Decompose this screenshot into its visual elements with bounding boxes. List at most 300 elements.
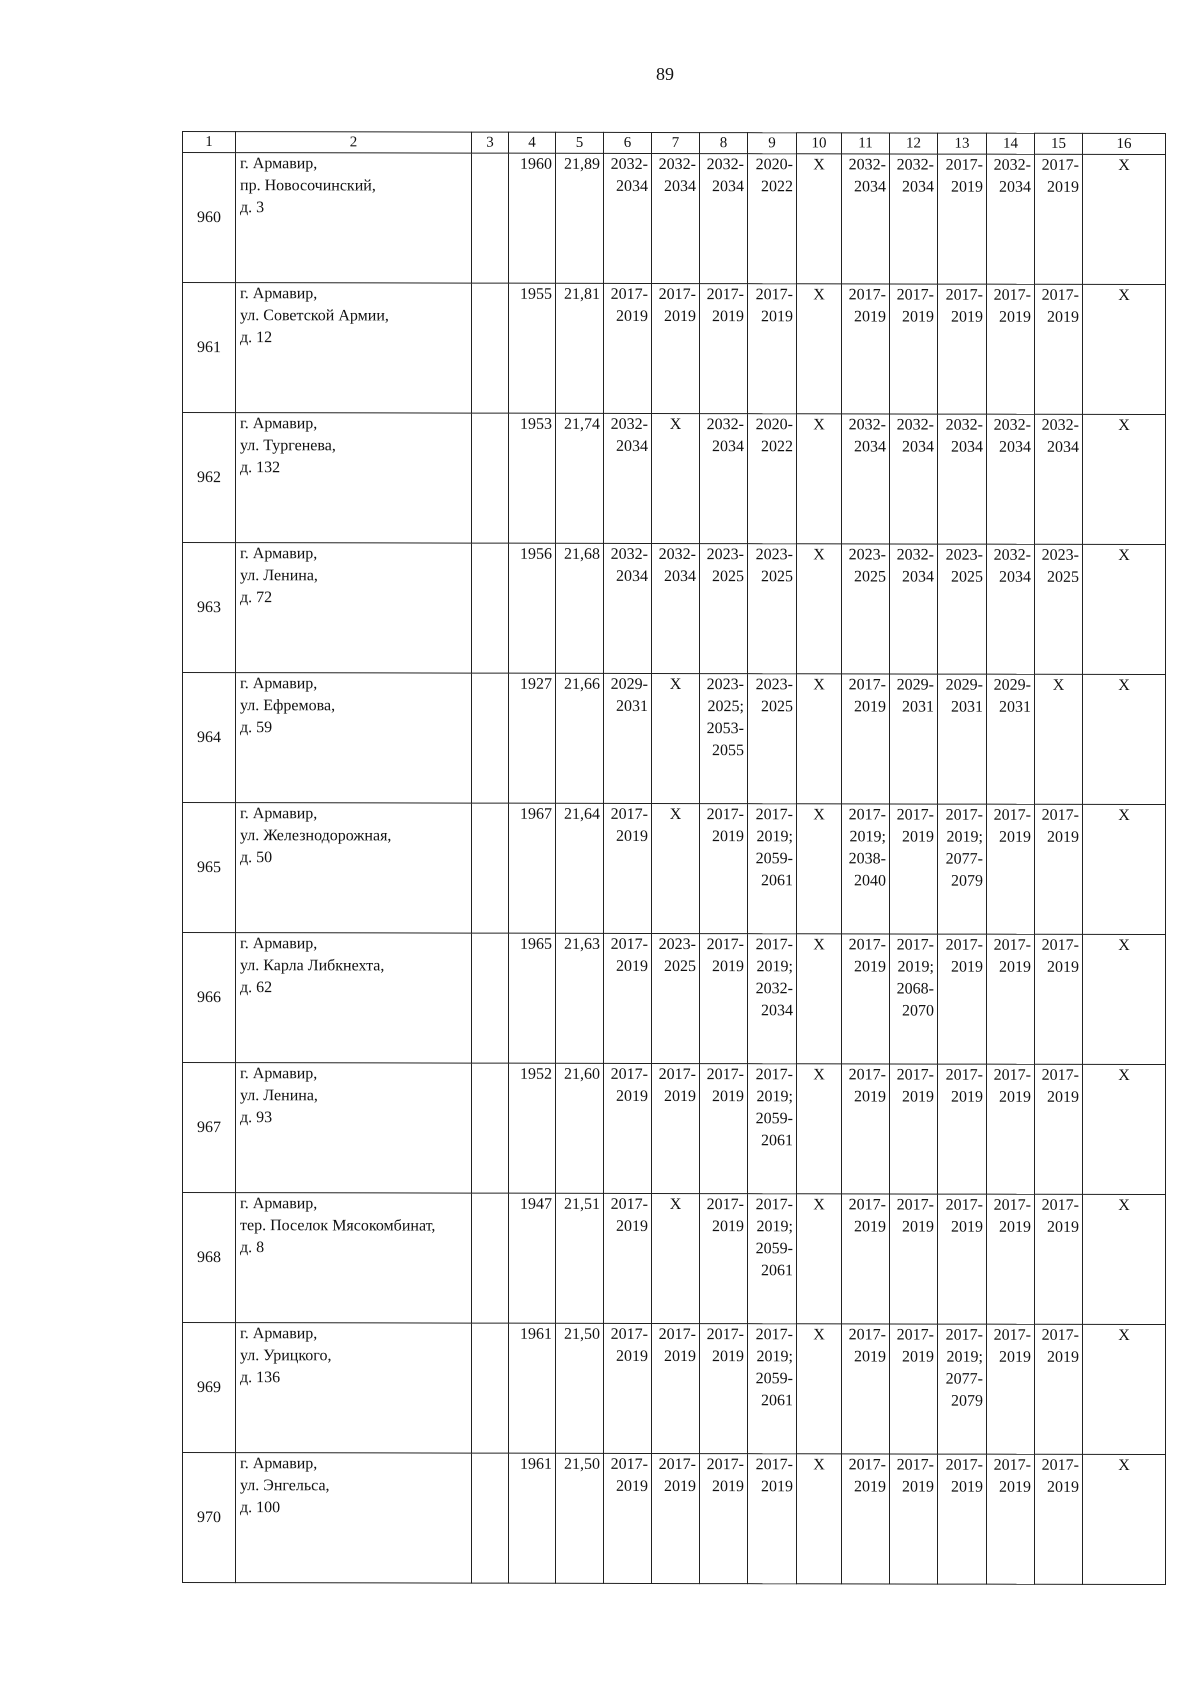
cell-line: 2061 [761,1132,793,1150]
period-cell-c9 [748,804,797,934]
period-cell-c10 [797,154,842,284]
cell-line: 2019 [854,308,886,326]
cell-line: 2032- [610,415,648,433]
value-cell: 21,51 [556,1193,604,1323]
cell-line: 2017- [945,286,983,304]
cell-line: 2017- [848,286,886,304]
cell-line: 2061 [761,872,793,890]
column-3-cell [472,543,509,673]
cell-line: Х [669,1196,682,1214]
cell-line: 2023- [658,935,696,954]
column-header: 7 [652,132,700,153]
cell-line: 2017- [945,806,983,824]
cell-line: 2031 [951,698,983,716]
period-cell-c14 [987,1194,1035,1324]
cell-line: Х [813,936,825,954]
cell-line: 2034 [761,1002,793,1020]
period-cell-c14 [987,934,1035,1064]
year-cell: 1956 [509,543,556,673]
cell-line: 2019; [849,828,886,846]
cell-line: 2023- [706,676,744,694]
cell-line: 2059- [755,850,793,868]
table-row [183,803,1166,935]
value-cell: 21,63 [556,933,604,1063]
cell-line: 2032- [993,546,1031,564]
year-cell: 1965 [509,933,556,1063]
cell-line: Х [1118,286,1130,304]
period-cell-c16 [1083,284,1166,414]
cell-line: 2019 [761,308,793,326]
cell-line: 2019 [999,1478,1031,1496]
period-cell-c8 [700,934,748,1064]
cell-line: 2017- [896,1196,934,1214]
column-header: 11 [842,133,890,154]
cell-line: 2032- [658,545,696,564]
cell-line: 2034 [616,177,648,195]
cell-line: 2017- [993,806,1031,824]
value-cell: 21,64 [556,803,604,933]
period-cell-c15 [1035,674,1083,804]
cell-line: 2025 [761,568,793,586]
period-cell-c6 [604,413,652,543]
cell-line: 2017- [1041,156,1079,174]
cell-line: д. 8 [240,1239,265,1257]
period-cell-c15 [1035,1454,1083,1584]
year-cell: 1955 [509,283,556,413]
cell-line: 2032- [896,156,934,174]
column-header: 14 [987,133,1035,154]
cell-line: 2017- [610,935,648,953]
period-cell-c13 [938,1194,987,1324]
table-row [183,283,1166,415]
cell-line: 2020- [755,156,793,174]
cell-line: Х [813,1066,825,1084]
cell-line: 2017- [1041,806,1079,824]
period-cell-c15 [1035,544,1083,674]
cell-line: 2017- [848,1066,886,1084]
cell-line: 2070 [902,1002,934,1020]
cell-line: Х [1118,1196,1130,1214]
cell-line: 2017- [896,1326,934,1344]
table-row [183,1453,1166,1585]
period-cell-c16 [1083,934,1166,1064]
period-cell-c11 [842,154,890,284]
cell-line: 2017- [1041,936,1079,954]
column-header: 8 [700,133,748,154]
cell-line: 2019 [616,1087,648,1105]
column-header: 9 [748,133,797,154]
column-header: 15 [1035,133,1083,154]
cell-line: 2077- [945,850,983,868]
cell-line: 2019; [756,828,793,846]
cell-line: 2034 [616,437,648,455]
cell-line: 2019 [712,1348,744,1366]
cell-line: 2017- [1041,1196,1079,1214]
column-header: 4 [509,132,556,153]
cell-line: 2034 [902,178,934,196]
period-cell-c6 [604,1193,652,1323]
cell-line: 2017- [945,936,983,954]
cell-line: 2017- [755,1066,793,1084]
column-3-cell [472,283,509,413]
cell-line: г. Армавир, [240,1325,318,1343]
cell-line: г. Армавир, [240,155,318,173]
table-row [183,933,1166,1065]
cell-line: Х [813,1326,825,1344]
period-cell-c7 [652,283,700,413]
period-cell-c6 [604,673,652,803]
period-cell-c8 [700,154,748,284]
cell-line: 2017- [706,806,744,824]
cell-line: 2019; [756,1088,793,1106]
period-cell-c9 [748,284,797,414]
cell-line: 2025 [761,698,793,716]
cell-line: 2032- [896,416,934,434]
cell-line: 2019 [951,1088,983,1106]
address-cell [236,283,472,413]
cell-line: 2019 [999,1088,1031,1106]
cell-line: 2017- [610,805,648,823]
period-cell-c12 [890,284,938,414]
period-cell-c6 [604,543,652,673]
cell-line: г. Армавир, [240,1065,318,1083]
cell-line: Х [1118,156,1130,174]
cell-line: 2017- [945,1196,983,1214]
period-cell-c16 [1083,674,1166,804]
period-cell-c8 [700,1194,748,1324]
cell-line: 2017- [1041,1066,1079,1084]
cell-line: 2019 [951,308,983,326]
cell-line: 2025 [951,568,983,586]
cell-line: 2019; [756,1218,793,1236]
cell-line: ул. Советской Армии, [240,307,389,325]
period-cell-c7 [652,153,700,283]
period-cell-c12 [890,154,938,284]
cell-line: 2017- [896,1066,934,1084]
column-header: 2 [236,132,472,153]
cell-line: 2017- [945,1066,983,1084]
cell-line: 2019 [664,308,696,326]
period-cell-c7 [652,1063,700,1193]
row-number: 960 [183,153,236,283]
cell-line: 2017- [755,286,793,304]
period-cell-c11 [842,414,890,544]
cell-line: 2019 [712,958,744,976]
row-number: 963 [183,543,236,673]
cell-line: 2059- [755,1240,793,1258]
housing-repair-schedule-table [182,131,1166,1585]
cell-line: 2022 [761,438,793,456]
period-cell-c13 [938,1454,987,1584]
cell-line: 2017- [848,1196,886,1214]
period-cell-c7 [652,673,700,803]
row-number: 966 [183,933,236,1063]
cell-line: Х [669,806,682,824]
cell-line: 2019 [854,698,886,716]
period-cell-c16 [1083,154,1166,284]
cell-line: 2019; [756,958,793,976]
cell-line: 2055 [712,742,744,760]
cell-line: Х [1118,806,1130,824]
row-number: 967 [183,1063,236,1193]
cell-line: г. Армавир, [240,675,318,693]
cell-line: д. 62 [240,979,273,997]
cell-line: 2019 [761,1478,793,1496]
cell-line: 2031 [999,698,1031,716]
cell-line: 2019 [712,308,744,326]
cell-line: 2019 [1047,308,1079,326]
address-cell [236,803,472,933]
cell-line: 2034 [664,178,696,196]
cell-line: г. Армавир, [240,1455,318,1473]
cell-line: 2019 [999,1218,1031,1236]
cell-line: 2019 [902,1478,934,1496]
period-cell-c11 [842,1324,890,1454]
address-cell [236,673,472,803]
cell-line: 2034 [951,438,983,456]
cell-line: д. 72 [240,589,273,607]
cell-line: 2017- [1041,286,1079,304]
cell-line: д. 132 [240,459,281,477]
cell-line: 2019 [854,1218,886,1236]
cell-line: 2032- [993,416,1031,434]
period-cell-c7 [652,933,700,1063]
period-cell-c10 [797,1324,842,1454]
period-cell-c16 [1083,804,1166,934]
period-cell-c14 [987,284,1035,414]
address-cell [236,1323,472,1453]
cell-line: г. Армавир, [240,415,318,433]
period-cell-c10 [797,1064,842,1194]
row-number: 965 [183,803,236,933]
cell-line: 2019 [664,1088,696,1106]
cell-line: 2017- [755,806,793,824]
period-cell-c14 [987,674,1035,804]
cell-line: 2017- [610,1325,648,1343]
cell-line: 2032- [993,156,1031,174]
cell-line: 2017- [658,1065,696,1084]
cell-line: 2019 [1047,1218,1079,1236]
period-cell-c9 [748,674,797,804]
cell-line: г. Армавир, [240,1195,318,1213]
row-number: 964 [183,673,236,803]
cell-line: 2032- [1041,416,1079,434]
period-cell-c13 [938,1064,987,1194]
year-cell: 1961 [509,1323,556,1453]
row-number: 968 [183,1193,236,1323]
period-cell-c16 [1083,1194,1166,1324]
table-row [183,153,1166,285]
cell-line: Х [813,416,825,434]
cell-line: Х [813,1456,825,1474]
cell-line: 2038- [848,850,886,868]
cell-line: Х [813,546,825,564]
period-cell-c16 [1083,1324,1166,1454]
cell-line: 2079 [951,1392,983,1410]
cell-line: 2017- [610,1455,648,1473]
period-cell-c10 [797,284,842,414]
cell-line: 2017- [706,1326,744,1344]
cell-line: 2017- [706,1456,744,1474]
value-cell: 21,81 [556,283,604,413]
value-cell: 21,50 [556,1453,604,1583]
cell-line: Х [1118,1066,1130,1084]
cell-line: 2017- [755,1456,793,1474]
table-row [183,1193,1166,1325]
cell-line: 2019 [712,1478,744,1496]
value-cell: 21,66 [556,673,604,803]
cell-line: 2053- [706,720,744,738]
cell-line: 2068- [896,980,934,998]
period-cell-c10 [797,544,842,674]
cell-line: 2029- [945,676,983,694]
cell-line: д. 136 [240,1369,281,1387]
cell-line: 2032- [848,156,886,174]
column-3-cell [472,1453,509,1583]
cell-line: 2017- [945,1326,983,1344]
period-cell-c11 [842,1064,890,1194]
period-cell-c7 [652,1323,700,1453]
cell-line: 2034 [902,438,934,456]
cell-line: 2019; [897,958,934,976]
period-cell-c9 [748,154,797,284]
column-3-cell [472,413,509,543]
cell-line: Х [1118,1326,1130,1344]
cell-line: 2032- [706,416,744,434]
period-cell-c10 [797,414,842,544]
cell-line: 2032- [610,545,648,563]
period-cell-c14 [987,1324,1035,1454]
period-cell-c9 [748,544,797,674]
period-cell-c16 [1083,414,1166,544]
period-cell-c12 [890,1324,938,1454]
row-number: 970 [183,1453,236,1583]
cell-line: 2019 [1047,828,1079,846]
year-cell: 1952 [509,1063,556,1193]
cell-line: 2020- [755,416,793,434]
cell-line: 2019 [616,1477,648,1495]
cell-line: 2019; [946,1348,983,1366]
address-cell [236,413,472,543]
cell-line: пр. Новосочинский, [240,177,376,195]
value-cell: 21,50 [556,1323,604,1453]
cell-line: 2023- [945,546,983,564]
cell-line: 2019 [664,1478,696,1496]
cell-line: 2019 [902,1218,934,1236]
table-row [183,413,1166,545]
cell-line: 2032- [706,156,744,174]
period-cell-c9 [748,1454,797,1584]
period-cell-c6 [604,1323,652,1453]
address-cell [236,1193,472,1323]
period-cell-c8 [700,1324,748,1454]
cell-line: 2034 [664,568,696,586]
cell-line: 2017- [993,1066,1031,1084]
row-number: 962 [183,413,236,543]
period-cell-c9 [748,1194,797,1324]
cell-line: 2017- [848,1456,886,1474]
cell-line: 2022 [761,178,793,196]
cell-line: Х [813,676,825,694]
column-3-cell [472,1193,509,1323]
period-cell-c12 [890,544,938,674]
period-cell-c14 [987,414,1035,544]
period-cell-c10 [797,1454,842,1584]
column-3-cell [472,673,509,803]
cell-line: ул. Ленина, [240,1087,318,1105]
cell-line: 2019 [854,1088,886,1106]
cell-line: 2032- [610,155,648,173]
cell-line: 2025 [712,568,744,586]
period-cell-c12 [890,674,938,804]
period-cell-c8 [700,1454,748,1584]
cell-line: 2034 [999,568,1031,586]
cell-line: 2029- [896,676,934,694]
address-cell [236,543,472,673]
cell-line: 2019 [616,827,648,845]
page-number: 89 [656,64,674,84]
cell-line: Х [1118,416,1130,434]
cell-line: 2019 [902,828,934,846]
cell-line: д. 3 [240,199,265,217]
cell-line: 2034 [712,178,744,196]
cell-line: 2019 [999,958,1031,976]
cell-line: 2019 [951,958,983,976]
value-cell: 21,74 [556,413,604,543]
cell-line: 2031 [616,697,648,715]
cell-line: д. 100 [240,1499,281,1517]
column-header: 6 [604,132,652,153]
cell-line: 2034 [902,568,934,586]
cell-line: Х [813,286,825,304]
cell-line: 2019 [999,1348,1031,1366]
cell-line: 2034 [1047,438,1079,456]
cell-line: 2032- [848,416,886,434]
column-3-cell [472,803,509,933]
table-row [183,543,1166,675]
period-cell-c7 [652,543,700,673]
cell-line: Х [813,1196,825,1214]
cell-line: 2040 [854,872,886,890]
period-cell-c10 [797,934,842,1064]
cell-line: 2059- [755,1110,793,1128]
cell-line: 2023- [755,676,793,694]
period-cell-c15 [1035,154,1083,284]
period-cell-c6 [604,1453,652,1583]
cell-line: 2017- [706,1196,744,1214]
cell-line: 2017- [658,285,696,304]
cell-line: Х [813,156,825,174]
cell-line: 2019 [902,1348,934,1366]
cell-line: 2017- [993,286,1031,304]
cell-line: 2025 [1047,568,1079,586]
cell-line: г. Армавир, [240,545,318,563]
cell-line: 2019 [1047,178,1079,196]
period-cell-c15 [1035,1194,1083,1324]
cell-line: 2017- [658,1455,696,1474]
cell-line: 2017- [610,1065,648,1083]
period-cell-c13 [938,674,987,804]
column-header: 13 [938,133,987,154]
cell-line: 2019 [712,1088,744,1106]
cell-line: 2019 [854,1348,886,1366]
cell-line: г. Армавир, [240,805,318,823]
cell-line: 2019 [951,1478,983,1496]
year-cell: 1967 [509,803,556,933]
table-row [183,1063,1166,1195]
cell-line: 2017- [993,1326,1031,1344]
cell-line: д. 59 [240,719,273,737]
